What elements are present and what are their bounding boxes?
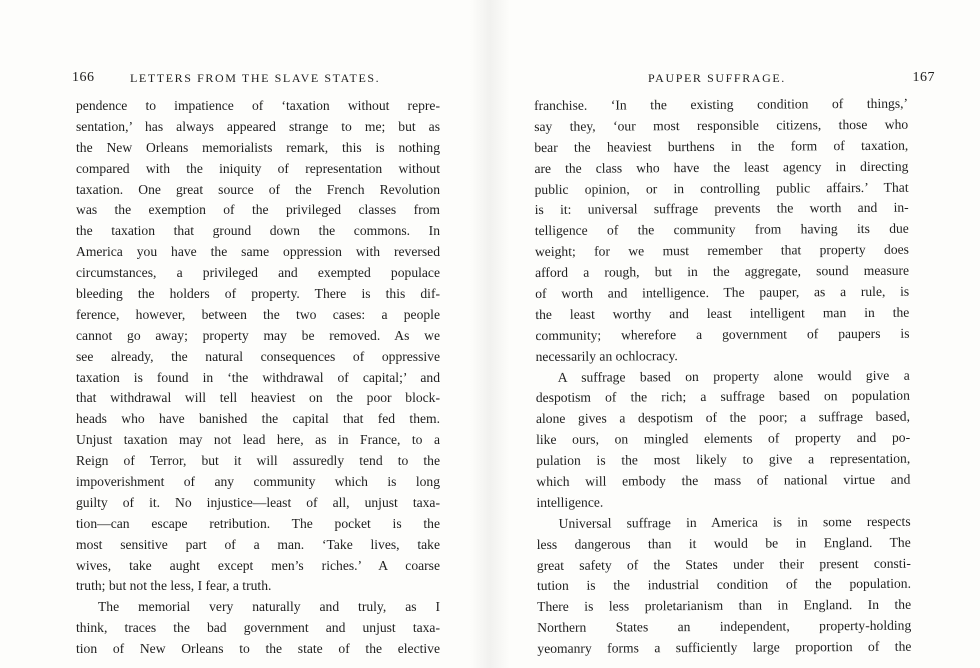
right-page-number: 167 xyxy=(912,70,935,85)
text-line: tution is the industrial condition of the population. xyxy=(536,576,912,594)
text-line: less dangerous than it would be in England. The xyxy=(536,534,911,552)
text-line: community; wherefore a government of paupers is xyxy=(535,325,910,343)
text-line: necessarily an ochlocracy. xyxy=(535,347,678,364)
text-line: ference, however, between the two cases: a people xyxy=(76,306,440,322)
text-line: truth; but not the less, I fear, a truth. xyxy=(76,578,272,594)
left-running-head xyxy=(72,70,452,86)
text-line: telligence of the community from having its due xyxy=(534,221,909,239)
text-line: Unjust taxation may not lead here, as in France, to a xyxy=(76,432,440,448)
text-line: say they, ‘our most responsible citizens, those who xyxy=(534,116,909,134)
text-line: tion of New Orleans to the state of the elective xyxy=(76,641,440,657)
text-line: pendence to impatience of ‘taxation without repre- xyxy=(76,98,440,113)
text-line: which will embody the mass of national virtue and xyxy=(536,471,911,490)
text-line: great safety of the States under their present consti- xyxy=(536,555,911,573)
text-line: taxation is found in ‘the withdrawal of capital;’ and xyxy=(76,369,440,385)
text-line: is it: universal suffrage prevents the worth and in- xyxy=(534,200,909,218)
text-line: like ours, on mingled elements of property and po- xyxy=(536,429,911,448)
text-line: tion—can escape retribution. The pocket is the xyxy=(76,515,440,531)
text-line: The memorial very naturally and truly, as I xyxy=(98,599,440,615)
text-line: despotism of the rich; a suffrage based on population xyxy=(535,388,910,406)
text-line: Reign of Terror, but it will assuredly tend to the xyxy=(76,453,440,469)
text-line: the taxation that ground down the commons. In xyxy=(76,223,440,239)
text-line: pulation is the most likely to give a representation, xyxy=(536,450,911,469)
right-running-head xyxy=(540,70,935,86)
text-line: the New Orleans memorialists remark, this is nothing xyxy=(76,139,440,155)
book-gutter xyxy=(470,0,510,668)
text-line: heads who have banished the capital that fed them. xyxy=(76,411,440,427)
text-line: circumstances, a privileged and exempted populace xyxy=(76,265,440,281)
text-line: compared with the iniquity of representation without xyxy=(76,160,440,176)
left-running-title: LETTERS FROM THE SLAVE STATES. xyxy=(130,71,381,85)
text-line: There is less proletarianism than in England. In the xyxy=(537,597,912,615)
text-line: sentation,’ has always appeared strange to me; but as xyxy=(76,118,440,134)
text-line: Universal suffrage in America is in some respects xyxy=(558,513,911,531)
left-page xyxy=(0,0,470,668)
text-line: alone gives a despotism of the poor; a suffrage based, xyxy=(535,409,911,427)
text-line: cannot go away; property may be removed. As we xyxy=(76,327,440,343)
text-line: impoverishment of any community which is long xyxy=(76,474,440,490)
text-line: intelligence. xyxy=(536,494,604,510)
text-line: are the class who have the least agency in directing xyxy=(534,158,909,176)
text-line: yeomanry forms a sufficiently large proportion of the xyxy=(537,638,912,657)
text-line: afford a rough, but in the aggregate, sound measure xyxy=(535,262,910,281)
right-page xyxy=(510,0,980,668)
text-line: bleeding the holders of property. There is this dif- xyxy=(76,286,440,302)
text-line: the least worthy and least intelligent man in the xyxy=(535,304,910,322)
text-line: see already, the natural consequences of oppressive xyxy=(76,348,440,364)
text-line: guilty of it. No injustice—least of all, unjust taxa- xyxy=(76,494,440,510)
left-page-number: 166 xyxy=(72,70,95,85)
text-line: was the exemption of the privileged classes from xyxy=(76,202,440,218)
right-body-text xyxy=(534,94,911,660)
right-running-title: PAUPER SUFFRAGE. xyxy=(648,71,786,85)
text-line: of worth and intelligence. The pauper, as a rule, is xyxy=(535,283,910,302)
text-line: bear the heaviest burthens in the form of taxation, xyxy=(534,137,909,155)
text-line: America you have the same oppression with reversed xyxy=(76,244,440,260)
text-line: most sensitive part of a man. ‘Take lives, take xyxy=(76,536,440,552)
text-line: Northern States an independent, property-holding xyxy=(537,617,912,636)
left-body-text xyxy=(76,96,440,660)
text-line: A suffrage based on property alone would give a xyxy=(557,367,910,385)
text-line: that withdrawal will tell heaviest on the poor block- xyxy=(76,390,440,406)
text-line: wives, take aught except men’s riches.’ A coarse xyxy=(76,557,440,573)
text-line: weight; for we must remember that property does xyxy=(534,241,909,260)
text-line: think, traces the bad government and unjust taxa- xyxy=(76,620,440,636)
text-line: franchise. ‘In the existing condition of things,’ xyxy=(534,95,909,113)
text-line: public opinion, or in controlling public affairs.’ That xyxy=(534,179,909,197)
text-line: taxation. One great source of the French Revolution xyxy=(76,181,440,197)
